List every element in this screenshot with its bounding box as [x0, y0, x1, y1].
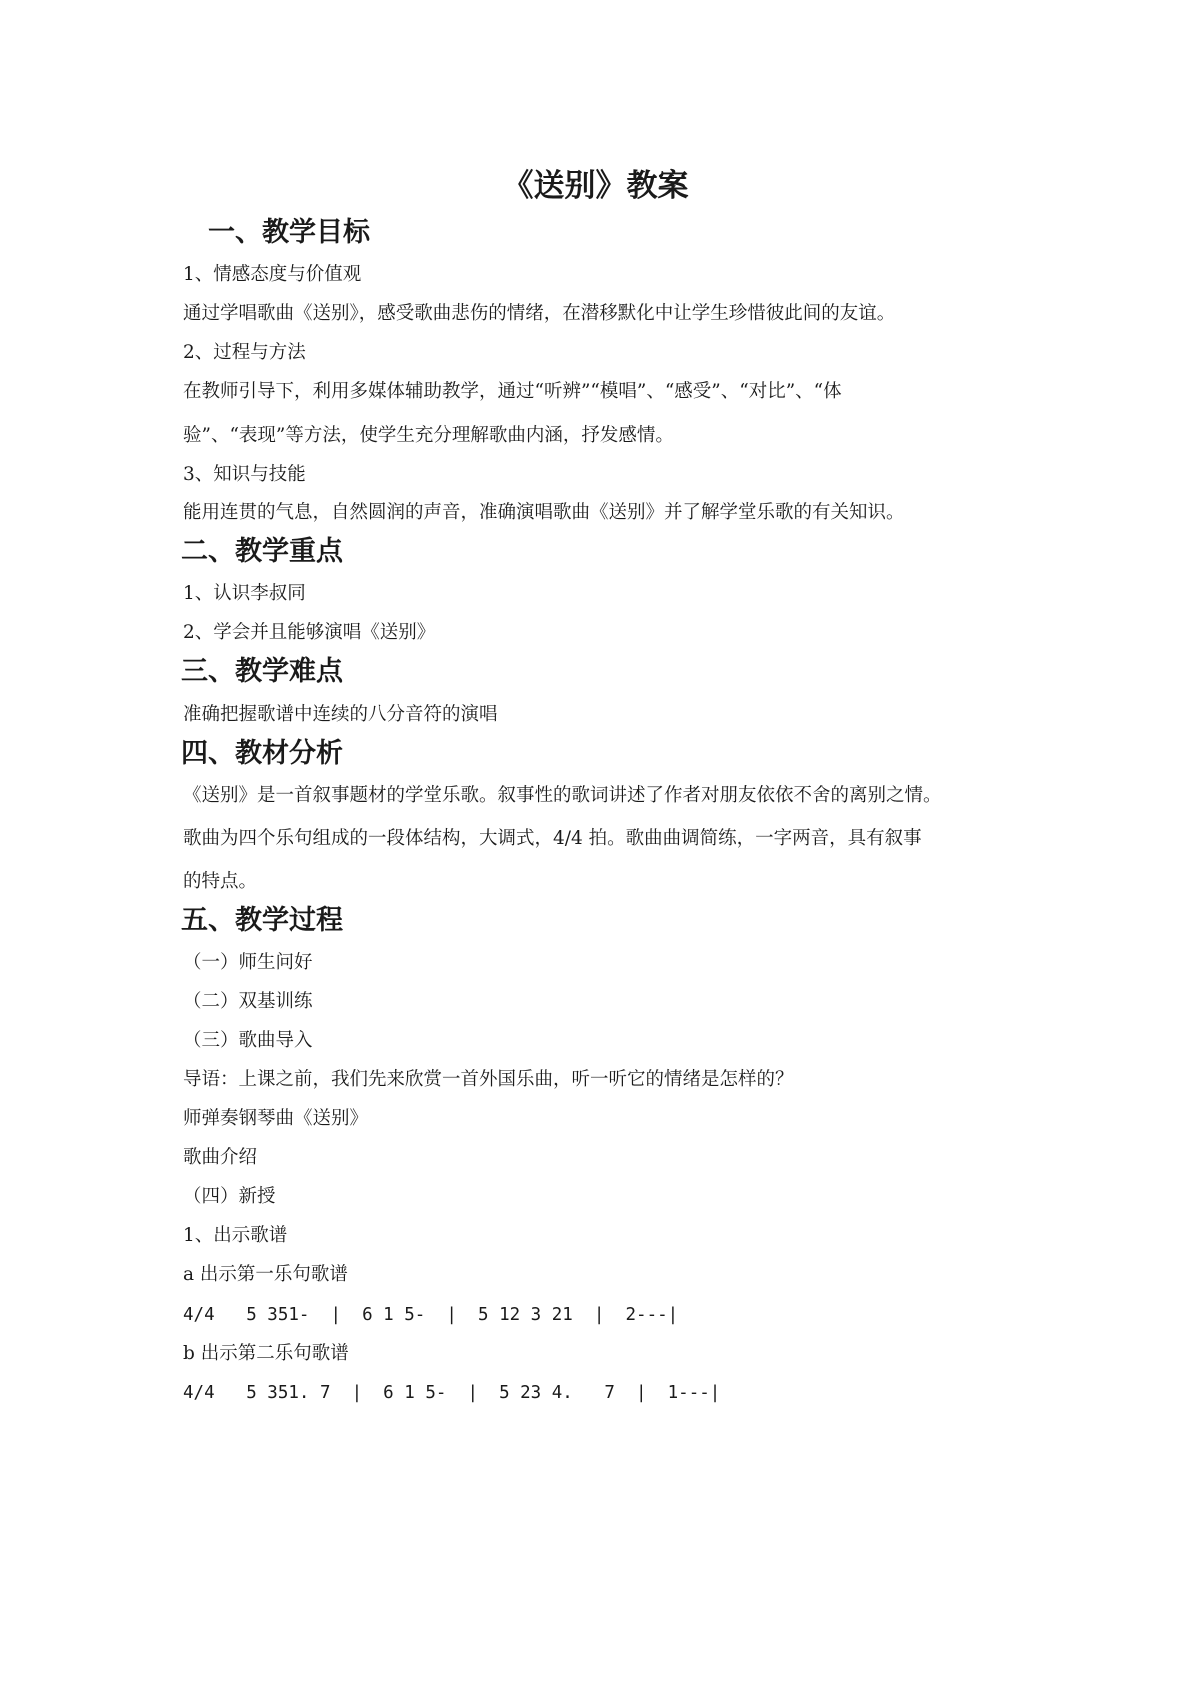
- music-notation-phrase-1: 4/4 5 351- | 6 1 5- | 5 12 3 21 | 2---|: [183, 1305, 679, 1325]
- paragraph: a 出示第一乐句歌谱: [183, 1264, 348, 1285]
- music-notation-phrase-2: 4/4 5 351. 7 | 6 1 5- | 5 23 4. 7 | 1---|: [183, 1383, 721, 1403]
- paragraph: 的特点。: [183, 871, 258, 892]
- section-heading-key-points: 二、教学重点: [181, 536, 343, 567]
- paragraph: 歌曲介绍: [183, 1147, 258, 1168]
- list-item: （三）歌曲导入: [183, 1030, 313, 1051]
- list-item: 1、认识李叔同: [183, 583, 306, 604]
- paragraph: 师弹奏钢琴曲《送别》: [183, 1108, 369, 1129]
- paragraph: 歌曲为四个乐句组成的一段体结构，大调式，4/4 拍。歌曲曲调简练，一字两音，具有叙事: [183, 828, 922, 849]
- section-heading-difficulties: 三、教学难点: [181, 656, 343, 687]
- paragraph: 导语：上课之前，我们先来欣赏一首外国乐曲，听一听它的情绪是怎样的？: [183, 1069, 794, 1090]
- paragraph: 能用连贯的气息，自然圆润的声音，准确演唱歌曲《送别》并了解学堂乐歌的有关知识。: [183, 502, 905, 523]
- list-item: 2、学会并且能够演唱《送别》: [183, 622, 436, 643]
- list-item: （一）师生问好: [183, 952, 313, 973]
- paragraph: 准确把握歌谱中连续的八分音符的演唱: [183, 704, 498, 725]
- paragraph: 通过学唱歌曲《送别》，感受歌曲悲伤的情绪，在潜移默化中让学生珍惜彼此间的友谊。: [183, 303, 896, 324]
- section-heading-objectives: 一、教学目标: [208, 217, 370, 248]
- list-item: 2、过程与方法: [183, 342, 306, 363]
- list-item: （四）新授: [183, 1186, 276, 1207]
- paragraph: 验”、“表现”等方法，使学生充分理解歌曲内涵，抒发感情。: [183, 425, 674, 446]
- list-item: （二）双基训练: [183, 991, 313, 1012]
- list-item: 1、出示歌谱: [183, 1225, 288, 1246]
- paragraph: 在教师引导下，利用多媒体辅助教学，通过“听辨”“模唱”、“感受”、“对比”、“体: [183, 381, 842, 402]
- list-item: 3、知识与技能: [183, 464, 306, 485]
- document-title: 《送别》教案: [502, 168, 689, 204]
- section-heading-teaching-process: 五、教学过程: [181, 905, 343, 936]
- paragraph: b 出示第二乐句歌谱: [183, 1343, 349, 1364]
- list-item: 1、情感态度与价值观: [183, 264, 362, 285]
- paragraph: 《送别》是一首叙事题材的学堂乐歌。叙事性的歌词讲述了作者对朋友依依不舍的离别之情。: [183, 785, 942, 806]
- section-heading-material-analysis: 四、教材分析: [181, 738, 343, 769]
